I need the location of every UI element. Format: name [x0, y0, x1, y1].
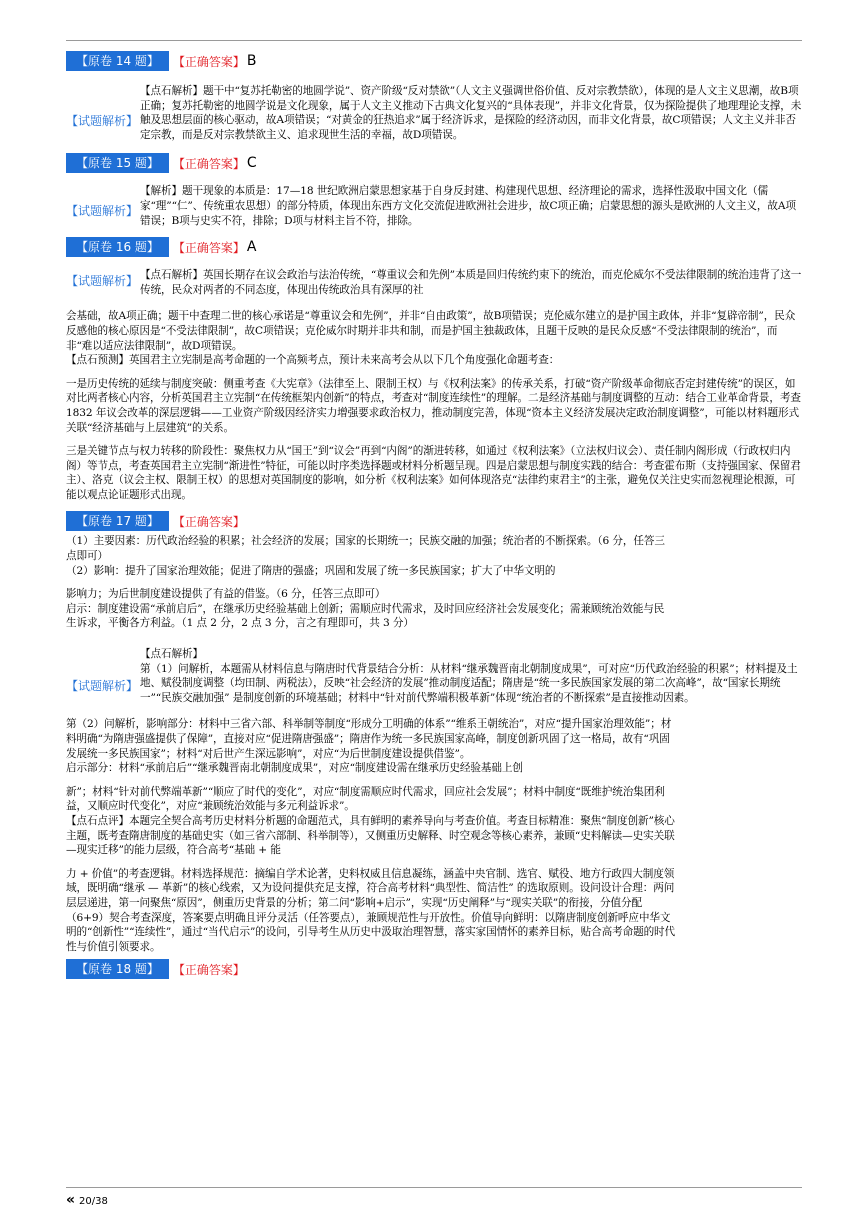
review-paragraph: 【点石点评】本题完全契合高考历史材料分析题的命题范式，具有鲜明的素养导向与考查价值。考查目标精准：聚焦“制度创新”核心主题，既考查隋唐制度的基础史实（如三省六部制、科举制等），又侧重历史解释、时空观念等核心素养，兼顾“史料解读—史实关联—现实迁移”的能力层级，符合高考“基础 + 能 [66, 814, 675, 857]
question-tag: 【原卷 15 题】 [66, 153, 169, 173]
answer-paragraph: 启示：制度建设需“承前启后”，在继承历史经验基础上创新；需顺应时代需求，及时回应经济社会发展变化；需兼顾统治效能与民生诉求，平衡各方利益。（1 点 2 分，2 点 3 分，言之有理即可，共 3 分） [66, 602, 665, 630]
prediction-heading: 【点石预测】英国君主立宪制是高考命题的一个高频考点，预计未来高考会从以下几个角度强化命题考查： [66, 354, 560, 367]
analysis-paragraph: 会基础，故A项正确；题干中查理二世的核心承诺是“尊重议会和先例”，并非“自由政策”，故B项错误；克伦威尔建立的是护国主政体，并非“复辟帝制”，民众反感他的核心原因是“不受法律限制”，故C项错误；克伦威尔时期并非共和制，而是护国主独裁政体，且题干反映的是民众反感“不受法律限制的统治”，而非“难以适应法律限制”，故D项错误。 [66, 310, 796, 352]
prediction-paragraph: 一是历史传统的延续与制度突破：侧重考查《大宪章》（法律至上、限制王权）与《权利法案》的传承关系，打破“资产阶级革命彻底否定封建传统”的误区，如对比两者核心内容，分析英国君主立宪制“在传统框架内创新”的特点，考查对“制度连续性”的理解。二是经济基础与制度调整的互动：结合工业革命背景，考查 1832 年议会改革的深层逻辑——工业资产阶级因经济实力增强要求政治权力，推动制度完善，体现“资本主义经济发展决定政治制度调整”，可能以材料题形式关联“经济基础与上层建筑”的关系。 [66, 377, 801, 434]
answer-paragraph: 影响力；为后世制度建设提供了有益的借鉴。（6 分，任答三点即可） [66, 588, 386, 601]
answer-paragraph: （1）主要因素：历代政治经验的积累；社会经济的发展；国家的长期统一；民族交融的加强；统治者的不断探索。（6 分，任答三点即可） [66, 535, 665, 563]
review-paragraph: 力 + 价值”的考查逻辑。材料选择规范：摘编自学术论著，史料权威且信息凝练，涵盖中央官制、选官、赋役、地方行政四大制度领域，既明确“继承 — 革新”的核心线索，又为设问提供充足支撑，符合高考材料“典型性、简洁性” 的选取原则。设问设计合理：两问层层递进，第一问聚焦“原因”，侧重历史背景的分析；第二问“影响+启示”，实现“历史阐释”与“现实关联”的衔接，分值分配（6+9）契合考查深度，答案要点明确且评分灵活（任答要点），兼顾规范性与开放性。价值导向鲜明：以隋唐制度创新呼应中华文明的“创新性”“连续性”，通过“当代启示”的设问，引导考生从历史中汲取治理智慧，落实家国情怀的素养目标，贴合高考命题的时代性与价值引领要求。 [66, 867, 676, 953]
answer-letter: B [246, 53, 257, 69]
analysis-block-17 [66, 647, 802, 705]
analysis-paragraph: 【点石解析】题干中“复苏托勒密的地圆学说”、资产阶级“反对禁欲”（人文主义强调世俗价值、反对宗教禁欲），体现的是人文主义思潮，故B项正确；复苏托勒密的地圆学说是文化现象，属于人文主义推动下古典文化复兴的“具体表现”，并非文化背景，仅为探险提供了地理理论支撑，未触及思想层面的核心驱动，故A项错误；“对黄金的狂热追求”属于经济诉求，是探险的经济动因，而非文化背景，故C项错误；人文主义并非否定宗教，而是反对宗教禁欲主义、追求现世生活的幸福，故D项错误。 [140, 85, 802, 141]
analysis-paragraph: 启示部分：材料“承前启后”“继承魏晋南北朝制度成果”，对应“制度建设需在继承历史经验基础上创 [66, 762, 523, 775]
question-tag: 【原卷 18 题】 [66, 959, 169, 979]
analysis-continued-16 [66, 309, 802, 502]
chevron-left-icon[interactable]: « [66, 1192, 76, 1208]
analysis-label: 【试题解析】 [66, 274, 139, 289]
footer-rule [66, 1187, 802, 1188]
question-tag: 【原卷 17 题】 [66, 511, 169, 531]
analysis-block-16 [66, 268, 802, 297]
question-header-15 [66, 152, 802, 174]
analysis-text [140, 268, 802, 297]
answer-tag: 【正确答案】 [172, 514, 245, 529]
question-header-17 [66, 510, 802, 532]
answer-paragraph: （2）影响：提升了国家治理效能；促进了隋唐的强盛；巩固和发展了统一多民族国家；扩大了中华文明的 [66, 564, 556, 577]
analysis-paragraph: 新”；材料“针对前代弊端革新”“顺应了时代的变化”，对应“制度需顺应时代需求，回应社会发展”；材料中制度“既维护统治集团利益，又顺应时代变化”，对应“兼顾统治效能与多元利益诉求”。 [66, 785, 665, 813]
analysis-paragraph: 【解析】题干现象的本质是：17—18 世纪欧洲启蒙思想家基于自身反封建、构建现代思想、经济理论的需求，选择性汲取中国文化（儒家“理”“仁”、传统重农思想）的部分特质，体现出东西方文化交流促进欧洲社会进步，故C项正确；启蒙思想的源头是欧洲的人文主义，故A项错误；B项与史实不符，排除；D项与材料主旨不符，排除。 [140, 185, 796, 227]
analysis-paragraph: 第（2）问解析，影响部分：材料中三省六部、科举制等制度“形成分工明确的体系”“维系王朝统治”，对应“提升国家治理效能”；材料明确“为隋唐强盛提供了保障”，直接对应“促进隋唐强盛”；隋唐作为统一多民族国家高峰，制度创新巩固了这一格局，故有“巩固发展统一多民族国家”；材料“对后世产生深远影响”，对应“为后世制度建设提供借鉴”。 [66, 718, 672, 760]
answer-letter: A [246, 239, 257, 256]
analysis-text [140, 84, 802, 142]
analysis-label: 【试题解析】 [66, 679, 139, 694]
header-rule [66, 40, 802, 41]
prediction-paragraph: 三是关键节点与权力转移的阶段性：聚焦权力从“国王”到“议会”再到“内阁”的渐进转移，如通过《权利法案》（立法权归议会）、责任制内阁形成（行政权归内阁）等节点，考查英国君主立宪制“渐进性”特征，可能以时序类选择题或材料分析题呈现。四是启蒙思想与制度实践的结合：考查霍布斯（支持强国家、保留君主）、洛克（议会主权、限制王权）的思想对英国制度的影响，如分析《权利法案》如何体现洛克“法律约束君主”的主张，避免仅关注史实而忽视理论根源，可能以观点论证题形式出现。 [66, 445, 801, 501]
answer-tag: 【正确答案】 [172, 962, 245, 977]
question-header-18 [66, 958, 802, 980]
analysis-text [140, 184, 802, 228]
analysis-block-15 [66, 184, 802, 228]
page-number: 20/38 [79, 1196, 108, 1207]
answer-letter: C [246, 155, 257, 172]
analysis-paragraph: 第（1）问解析，本题需从材料信息与隋唐时代背景结合分析：从材料“继承魏晋南北朝制度成果”，可对应“历代政治经验的积累”；材料提及土地、赋役制度调整（均田制、两税法），反映“社会经济的发展”推动制度适配；隋唐是“统一多民族国家发展的第二次高峰”，故“国家长期统一”“民族交融加强” 是制度创新的环境基础；材料中“针对前代弊端积极革新”体现“统治者的不断探索”是直接推动因素。 [140, 662, 798, 704]
question-tag: 【原卷 16 题】 [66, 237, 169, 257]
analysis-heading: 【点石解析】 [140, 648, 203, 661]
answer-tag: 【正确答案】 [172, 240, 245, 255]
analysis-text [140, 647, 802, 705]
question-tag: 【原卷 14 题】 [66, 51, 169, 71]
analysis-block-14 [66, 84, 802, 142]
analysis-paragraph: 【点石解析】英国长期存在议会政治与法治传统，“尊重议会和先例”本质是回归传统约束下的统治，而克伦威尔不受法律限制的统治违背了这一传统，民众对两者的不同态度，体现出传统政治具有深厚的社 [140, 269, 802, 296]
answer-tag: 【正确答案】 [172, 54, 245, 69]
answer-tag: 【正确答案】 [172, 156, 245, 171]
analysis-continued-17 [66, 717, 676, 954]
analysis-label: 【试题解析】 [66, 114, 139, 128]
question-header-14 [66, 50, 802, 72]
page-content [66, 46, 802, 980]
question-header-16 [66, 236, 802, 258]
page-footer [66, 1192, 108, 1208]
analysis-label: 【试题解析】 [66, 204, 139, 219]
answer-block-17 [66, 534, 666, 631]
